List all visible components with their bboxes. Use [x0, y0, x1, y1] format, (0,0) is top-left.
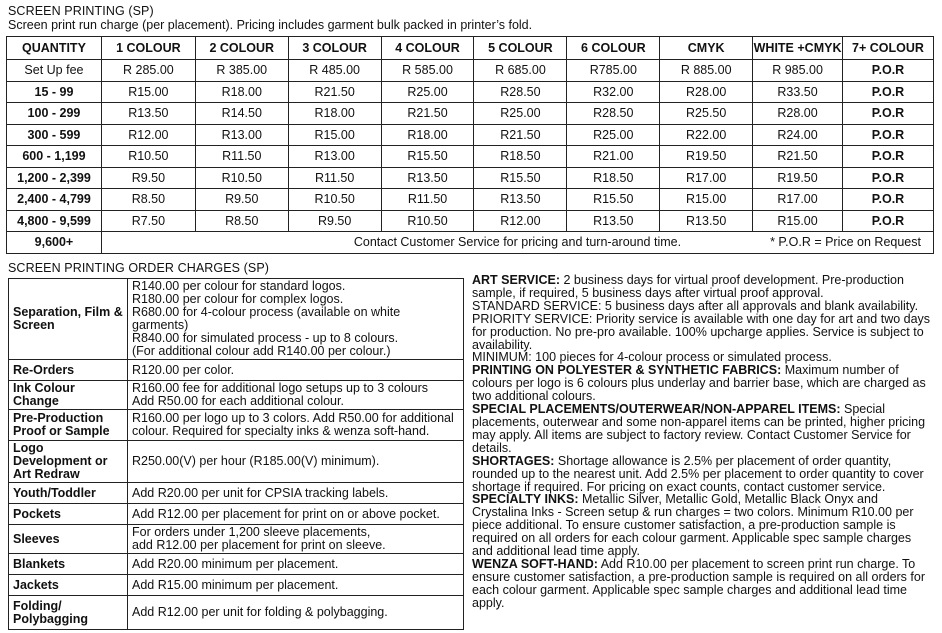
price-cell: R13.50 — [101, 103, 195, 125]
charge-row — [9, 525, 464, 554]
price-cell: R10.50 — [288, 189, 381, 211]
charge-row — [9, 504, 464, 525]
price-cell: R28.00 — [753, 103, 843, 125]
special-placements-paragraph: SPECIAL PLACEMENTS/OUTERWEAR/NON-APPAREL ITEMS: Special placements, outerwear and some non-apparel items can be printed, higher pricing may apply. All items are subject to factory review. Contact Customer Service for details. — [472, 402, 926, 455]
price-cell: R18.50 — [567, 167, 660, 189]
quantity-cell: 100 - 299 — [7, 103, 102, 125]
price-cell: R25.00 — [567, 124, 660, 146]
price-cell: R9.50 — [288, 210, 381, 232]
price-cell: R28.00 — [660, 81, 753, 103]
charge-label: Folding/ Polybagging — [9, 596, 128, 630]
price-cell: R13.50 — [381, 167, 474, 189]
price-cell: R 385.00 — [195, 60, 288, 82]
quantity-cell: 600 - 1,199 — [7, 146, 102, 168]
price-cell: R15.00 — [101, 81, 195, 103]
price-cell: R9.50 — [195, 189, 288, 211]
price-cell: P.O.R — [843, 189, 934, 211]
price-cell: R10.50 — [195, 167, 288, 189]
price-cell: R15.50 — [474, 167, 567, 189]
price-cell: R 485.00 — [288, 60, 381, 82]
column-header: 2 COLOUR — [195, 37, 288, 60]
price-cell: R21.00 — [567, 146, 660, 168]
price-cell: R22.00 — [660, 124, 753, 146]
charge-label: Jackets — [9, 575, 128, 596]
price-cell: R24.00 — [753, 124, 843, 146]
price-cell: R19.50 — [753, 167, 843, 189]
table-row-last — [7, 232, 934, 254]
price-cell: R17.00 — [753, 189, 843, 211]
charge-description: Add R12.00 per placement for print on or above pocket. — [128, 504, 464, 525]
service-info — [472, 274, 934, 610]
charges-table — [8, 278, 464, 630]
column-header: 6 COLOUR — [567, 37, 660, 60]
specialty-inks-paragraph: SPECIALTY INKS: Metallic Silver, Metallic Gold, Metallic Black Onyx and Crystalina Inks - Screen setup & run charges = two colors. Minimum R10.00 per piece additional. To ensure customer satisfaction, a pre-production sample is required on all orders for each colour garment. Applicable spec sample charges and additional lead time apply. — [472, 492, 914, 559]
price-cell: R13.00 — [195, 124, 288, 146]
price-cell: R15.00 — [288, 124, 381, 146]
charge-label: Youth/Toddler — [9, 483, 128, 504]
price-cell: R 585.00 — [381, 60, 474, 82]
charge-label: Pre-Production Proof or Sample — [9, 410, 128, 441]
column-header: CMYK — [660, 37, 753, 60]
charge-description: For orders under 1,200 sleeve placements, add R12.00 per placement for print on sleeve. — [128, 525, 464, 554]
charge-description: R160.00 fee for additional logo setups up to 3 colours Add R50.00 for each additional colour. — [128, 381, 464, 410]
charge-row — [9, 554, 464, 575]
charge-row — [9, 381, 464, 410]
charge-description: Add R20.00 per unit for CPSIA tracking labels. — [128, 483, 464, 504]
standard-service-paragraph: STANDARD SERVICE: 5 business days after all approvals and blank availability. — [472, 298, 919, 313]
contact-text: Contact Customer Service for pricing and turn-around time. — [353, 235, 682, 250]
price-cell: R17.00 — [660, 167, 753, 189]
charge-label: Blankets — [9, 554, 128, 575]
charge-description: R120.00 per color. — [128, 360, 464, 381]
table-row — [7, 189, 934, 211]
charge-row — [9, 483, 464, 504]
price-cell: R7.50 — [101, 210, 195, 232]
charges-section-title: SCREEN PRINTING ORDER CHARGES (SP) — [8, 261, 270, 275]
price-cell: R15.00 — [660, 189, 753, 211]
price-cell: R33.50 — [753, 81, 843, 103]
charge-description: R140.00 per colour for standard logos. R180.00 per colour for complex logos. R680.00 for 4-colour process (available on white garments) R840.00 for simulated process - up to 8 colours. (For additional colour add R140.00 per colour.) — [128, 279, 464, 360]
price-cell: P.O.R — [843, 81, 934, 103]
charge-label: Separation, Film & Screen — [9, 279, 128, 360]
price-cell: R21.50 — [474, 124, 567, 146]
price-cell: R15.00 — [753, 210, 843, 232]
price-cell: R21.50 — [381, 103, 474, 125]
price-cell: R10.50 — [381, 210, 474, 232]
quantity-cell: 4,800 - 9,599 — [7, 210, 102, 232]
charge-label: Ink Colour Change — [9, 381, 128, 410]
price-cell: R13.50 — [567, 210, 660, 232]
charge-label: Sleeves — [9, 525, 128, 554]
charge-row — [9, 596, 464, 630]
price-cell: R12.00 — [474, 210, 567, 232]
charge-row — [9, 279, 464, 360]
table-row — [7, 124, 934, 146]
price-cell: R13.00 — [288, 146, 381, 168]
price-cell: R21.50 — [288, 81, 381, 103]
column-header: 4 COLOUR — [381, 37, 474, 60]
price-cell: R21.50 — [753, 146, 843, 168]
column-header: 7+ COLOUR — [843, 37, 934, 60]
price-cell: R8.50 — [195, 210, 288, 232]
price-cell: R25.00 — [474, 103, 567, 125]
polyester-paragraph: PRINTING ON POLYESTER & SYNTHETIC FABRICS: Maximum number of colours per logo is 6 colours plus underlay and barrier base, which are charged as two additional colours. — [472, 363, 926, 404]
charge-description: Add R12.00 per unit for folding & polybagging. — [128, 596, 464, 630]
table-row — [7, 81, 934, 103]
column-header: 5 COLOUR — [474, 37, 567, 60]
column-header: WHITE +CMYK — [753, 37, 843, 60]
charge-row — [9, 441, 464, 483]
price-cell: R14.50 — [195, 103, 288, 125]
price-cell: R25.50 — [660, 103, 753, 125]
price-cell: P.O.R — [843, 210, 934, 232]
price-cell: P.O.R — [843, 167, 934, 189]
charge-description: R160.00 per logo up to 3 colors. Add R50.00 for additional colour. Required for specialty inks & wenza soft-hand. — [128, 410, 464, 441]
price-cell: R785.00 — [567, 60, 660, 82]
charge-description: Add R15.00 minimum per placement. — [128, 575, 464, 596]
column-header: QUANTITY — [7, 37, 102, 60]
charge-row — [9, 410, 464, 441]
charge-row — [9, 360, 464, 381]
quantity-cell: 2,400 - 4,799 — [7, 189, 102, 211]
column-header: 3 COLOUR — [288, 37, 381, 60]
priority-service-paragraph: PRIORITY SERVICE: Priority service is available with one day for art and two days for production. No pre-pro available. 100% upcharge applies. Service is subject to availability. — [472, 311, 931, 352]
price-cell: R32.00 — [567, 81, 660, 103]
price-cell: R11.50 — [288, 167, 381, 189]
art-service-paragraph: ART SERVICE: 2 business days for virtual proof development. Pre-production sample, if required, 5 business days after virtual proof approval. — [472, 273, 904, 300]
price-cell: R 685.00 — [474, 60, 567, 82]
charge-description: R250.00(V) per hour (R185.00(V) minimum). — [128, 441, 464, 483]
quantity-cell: 15 - 99 — [7, 81, 102, 103]
price-cell: R28.50 — [567, 103, 660, 125]
section-title: SCREEN PRINTING (SP) — [8, 4, 154, 18]
quantity-cell: 1,200 - 2,399 — [7, 167, 102, 189]
quantity-cell: Set Up fee — [7, 60, 102, 82]
price-cell: R 985.00 — [753, 60, 843, 82]
minimum-paragraph: MINIMUM: 100 pieces for 4-colour process or simulated process. — [472, 350, 832, 365]
price-cell: R12.00 — [101, 124, 195, 146]
price-cell: R 285.00 — [101, 60, 195, 82]
wenza-paragraph: WENZA SOFT-HAND: Add R10.00 per placement to screen print run charge. To ensure customer satisfaction, a pre-production sample is required on all orders for each colour garment. Applicable spec sample charges and additional lead time apply. — [472, 556, 925, 610]
section-subtitle: Screen print run charge (per placement). Pricing includes garment bulk packed in printer’s fold. — [8, 18, 533, 32]
price-cell: R18.00 — [381, 124, 474, 146]
table-row — [7, 103, 934, 125]
contact-cell — [101, 232, 933, 254]
table-row — [7, 60, 934, 82]
por-note: * P.O.R = Price on Request — [770, 235, 921, 249]
price-cell: R13.50 — [474, 189, 567, 211]
quantity-cell: 9,600+ — [7, 232, 102, 254]
column-header: 1 COLOUR — [101, 37, 195, 60]
charge-label: Pockets — [9, 504, 128, 525]
quantity-cell: 300 - 599 — [7, 124, 102, 146]
price-cell: R9.50 — [101, 167, 195, 189]
charge-description: Add R20.00 minimum per placement. — [128, 554, 464, 575]
charge-row — [9, 575, 464, 596]
price-cell: R11.50 — [381, 189, 474, 211]
table-row — [7, 210, 934, 232]
price-cell: P.O.R — [843, 124, 934, 146]
price-cell: P.O.R — [843, 103, 934, 125]
price-cell: R10.50 — [101, 146, 195, 168]
price-cell: R15.50 — [381, 146, 474, 168]
price-cell: R28.50 — [474, 81, 567, 103]
price-cell: R18.00 — [195, 81, 288, 103]
charge-label: Logo Development or Art Redraw — [9, 441, 128, 483]
price-cell: R 885.00 — [660, 60, 753, 82]
price-cell: P.O.R — [843, 146, 934, 168]
price-cell: R15.50 — [567, 189, 660, 211]
table-row — [7, 146, 934, 168]
price-cell: R18.00 — [288, 103, 381, 125]
shortages-paragraph: SHORTAGES: Shortage allowance is 2.5% per placement of order quantity, rounded up to the nearest unit. Add 2.5% per placement to order quantity to cover shortage if required. For pricing on exact counts, contact customer service. — [472, 453, 924, 494]
price-cell: R18.50 — [474, 146, 567, 168]
price-cell: P.O.R — [843, 60, 934, 82]
price-table — [6, 36, 934, 254]
price-cell: R13.50 — [660, 210, 753, 232]
price-cell: R8.50 — [101, 189, 195, 211]
charge-label: Re-Orders — [9, 360, 128, 381]
price-cell: R19.50 — [660, 146, 753, 168]
table-header-row — [7, 37, 934, 60]
price-cell: R25.00 — [381, 81, 474, 103]
table-row — [7, 167, 934, 189]
price-cell: R11.50 — [195, 146, 288, 168]
